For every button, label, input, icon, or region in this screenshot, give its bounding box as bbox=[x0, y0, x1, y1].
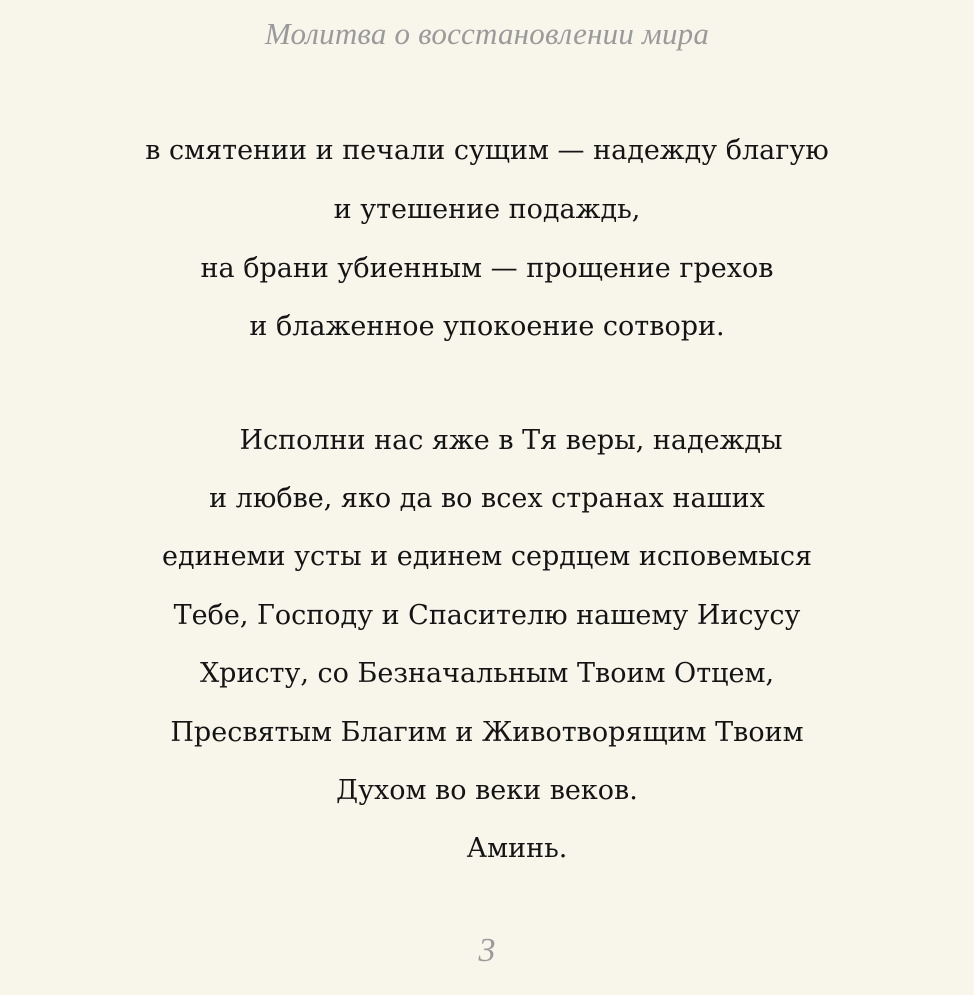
text-line: и блаженное упокоение сотвори. bbox=[249, 311, 725, 342]
text-line: и любве, яко да во всех странах наших bbox=[209, 483, 765, 514]
running-title: Молитва о восстановлении мира bbox=[264, 16, 710, 51]
text-line: Тебе, Господу и Спасителю нашему Иисусу bbox=[173, 600, 801, 631]
text-line: на брани убиенным — прощение грехов bbox=[200, 253, 774, 284]
text-line: Духом во веки веков. bbox=[336, 775, 638, 806]
text-line: в смятении и печали сущим — надежду благую bbox=[145, 135, 829, 166]
text-line-indented: Исполни нас яже в Тя веры, надежды bbox=[239, 425, 783, 456]
text-line: единеми усты и единем сердцем исповемыся bbox=[161, 541, 813, 572]
text-line: и утешение подаждь, bbox=[333, 194, 641, 225]
amen-line: Аминь. bbox=[466, 833, 568, 864]
text-line: Христу, со Безначальным Твоим Отцем, bbox=[199, 658, 775, 689]
page-number: 3 bbox=[478, 932, 496, 969]
text-line: Пресвятым Благим и Животворящим Твоим bbox=[170, 717, 804, 748]
